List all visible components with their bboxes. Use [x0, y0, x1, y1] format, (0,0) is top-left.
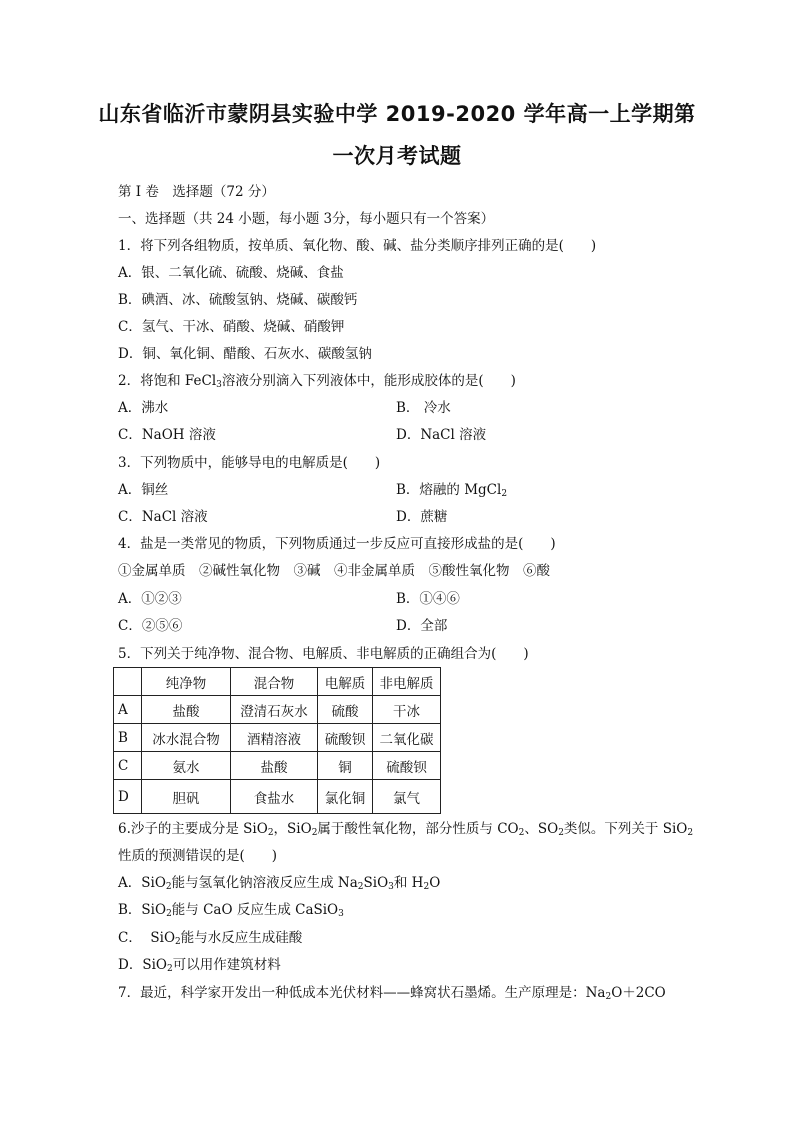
table-cell: 氨水	[142, 752, 231, 780]
table-row	[114, 696, 441, 724]
question-4-option-b: B．①④⑥	[396, 591, 460, 607]
question-3-stem: 3．下列物质中，能够导电的电解质是( )	[118, 455, 381, 471]
question-2-option-b: B． 冷水	[396, 400, 451, 416]
table-cell: 硫酸钡	[318, 724, 373, 752]
question-1-option-c: C．氢气、干冰、硝酸、烧碱、硝酸钾	[118, 319, 345, 335]
table-row	[114, 752, 441, 780]
table-cell: C	[114, 752, 142, 780]
question-3-option-d: D．蔗糖	[396, 509, 448, 525]
question-5-stem: 5．下列关于纯净物、混合物、电解质、非电解质的正确组合为( )	[118, 646, 529, 662]
table-header-cell: 纯净物	[142, 668, 231, 696]
table-cell: A	[114, 696, 142, 724]
table-cell: 干冰	[373, 696, 441, 724]
question-6-stem-line-1: 6.沙子的主要成分是 SiO$_2$，SiO$_2$属于酸性氧化物，部分性质与 $CO_2$、$SO_2$类似。下列关于 SiO$_2$	[118, 821, 694, 838]
question-4-option-c: C．②⑤⑥	[118, 618, 183, 634]
table-row	[114, 724, 441, 752]
table-header-cell: 非电解质	[373, 668, 441, 696]
section-instruction: 一、选择题（共 24 小题，每小题 3分，每小题只有一个答案）	[118, 211, 495, 227]
table-cell: 硫酸	[318, 696, 373, 724]
document-title-line-2: 一次月考试题	[332, 144, 462, 168]
question-2-stem: 2．将饱和 FeCl$_3$溶液分别滴入下列液体中，能形成胶体的是( )	[118, 373, 516, 390]
question-4-stem: 4．盐是一类常见的物质，下列物质通过一步反应可直接形成盐的是( )	[118, 536, 556, 552]
question-1-option-b: B．碘酒、冰、硫酸氢钠、烧碱、碳酸钙	[118, 292, 358, 308]
question-5-table	[113, 667, 441, 814]
table-header-cell: 电解质	[318, 668, 373, 696]
question-2-option-a: A．沸水	[118, 400, 169, 416]
table-header-cell: 混合物	[231, 668, 318, 696]
question-3-option-b: B．熔融的 MgCl$_2$	[396, 482, 508, 499]
table-cell: 盐酸	[142, 696, 231, 724]
table-cell: 盐酸	[231, 752, 318, 780]
question-2-option-d: D．NaCl 溶液	[396, 427, 487, 443]
question-3-option-a: A．铜丝	[118, 482, 169, 498]
table-cell: D	[114, 780, 142, 814]
question-1-option-d: D．铜、氧化铜、醋酸、石灰水、碳酸氢钠	[118, 346, 372, 362]
question-7-stem: 7．最近，科学家开发出一种低成本光伏材料——蜂窝状石墨烯。生产原理是：$Na_2O+2CO$	[118, 985, 666, 1002]
question-2-option-c: C．NaOH 溶液	[118, 427, 216, 443]
table-cell: 硫酸钡	[373, 752, 441, 780]
table-row	[114, 780, 441, 814]
table-cell: 铜	[318, 752, 373, 780]
document-title-line-1: 山东省临沂市蒙阴县实验中学 2019-2020 学年高一上学期第	[98, 102, 696, 126]
question-6-option-d: D．SiO$_2$可以用作建筑材料	[118, 957, 281, 974]
table-cell: 澄清石灰水	[231, 696, 318, 724]
table-cell: 食盐水	[231, 780, 318, 814]
table-cell: 氯气	[373, 780, 441, 814]
question-1-stem: 1．将下列各组物质，按单质、氧化物、酸、碱、盐分类顺序排列正确的是( )	[118, 238, 597, 254]
question-3-option-c: C．NaCl 溶液	[118, 509, 208, 525]
table-cell: 二氧化碳	[373, 724, 441, 752]
question-6-option-c: C． SiO$_2$能与水反应生成硅酸	[118, 930, 303, 947]
question-4-items: ①金属单质 ②碱性氧化物 ③碱 ④非金属单质 ⑤酸性氧化物 ⑥酸	[118, 563, 550, 579]
table-cell: 冰水混合物	[142, 724, 231, 752]
question-4-option-a: A．①②③	[118, 591, 182, 607]
table-header-row	[114, 668, 441, 696]
table-cell: 酒精溶液	[231, 724, 318, 752]
table-cell: 氯化铜	[318, 780, 373, 814]
question-6-option-a: A．SiO$_2$能与氢氧化钠溶液反应生成 $Na_2SiO_3$和 $H_2O$	[118, 875, 441, 892]
section-part-heading: 第 I 卷 选择题（72 分）	[118, 184, 275, 200]
question-6-stem-line-2: 性质的预测错误的是( )	[118, 848, 278, 864]
table-header-cell	[114, 668, 142, 696]
table-cell: 胆矾	[142, 780, 231, 814]
question-6-option-b: B．SiO$_2$能与 CaO 反应生成 CaSiO$_3$	[118, 902, 344, 919]
question-1-option-a: A．银、二氧化硫、硫酸、烧碱、食盐	[118, 265, 344, 281]
table-cell: B	[114, 724, 142, 752]
question-4-option-d: D．全部	[396, 618, 448, 634]
